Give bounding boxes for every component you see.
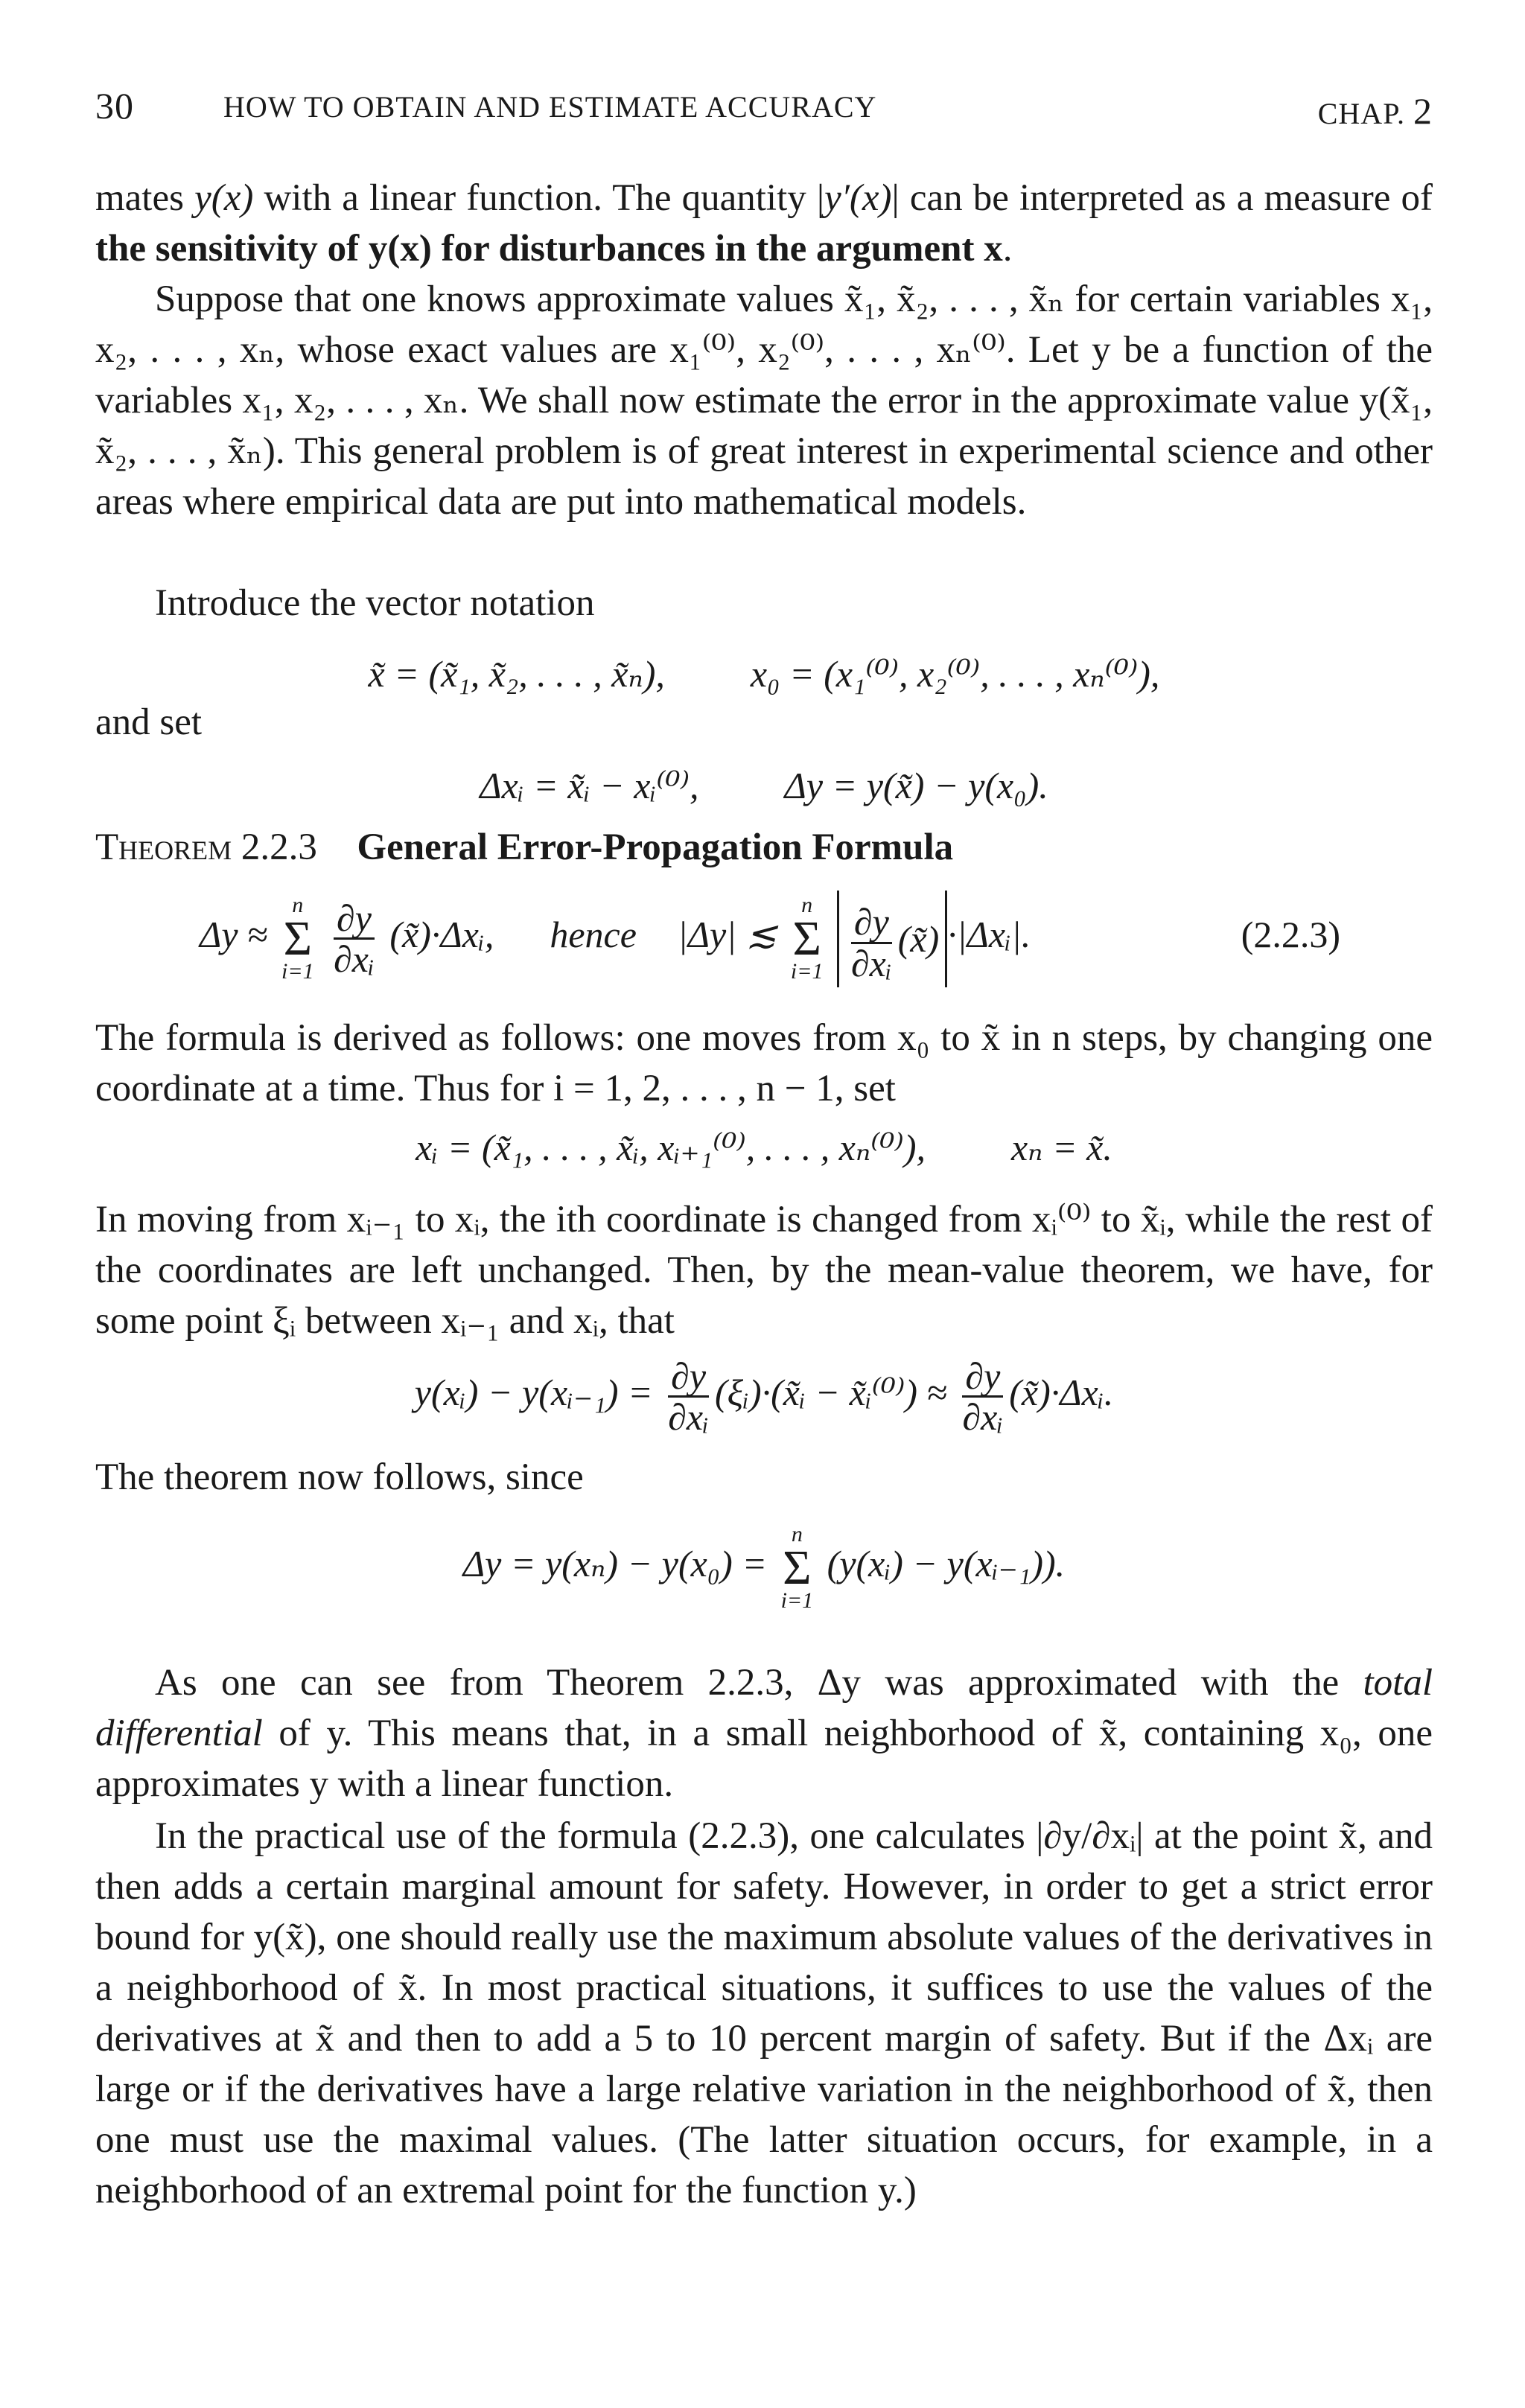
and-set-text: and set [95,701,203,743]
para1-text-d: . [1002,228,1013,270]
para1-text-a: mates [95,177,195,219]
para1-ypx: y′(x) [824,177,892,219]
equation-deltas [95,752,1433,819]
eq-vectors-left: x̃ = (x̃₁, x̃₂, . . . , x̃ₙ), [368,653,665,695]
eq-theorem-term2-abs: (x̃) [897,917,940,960]
sum-bottom-2: i=1 [790,959,824,984]
mvt-frac-den: ∂xᵢ [668,1396,710,1439]
paragraph-3: Introduce the vector notation [155,582,595,624]
paragraph-1 [95,173,1433,274]
mvt-frac-den-2: ∂xᵢ [962,1396,1004,1439]
eq-sum-top: n [791,1521,803,1547]
eq-mvt-lhs: y(xᵢ) − y(xᵢ₋₁) = [414,1372,653,1413]
eq-deltas-right: Δy = y(x̃) − y(x₀). [784,765,1048,806]
frac-den: ∂xᵢ [334,938,375,981]
theorem-title: General Error-Propagation Formula [357,826,954,868]
paragraph-4: The formula is derived as follows: one moves from x₀ to x̃ in n steps, by changing one coordinate at a time. Thus for i = 1, 2, . . . , n − 1, set [95,1017,1433,1109]
eq-mvt-mid: (ξᵢ)·(x̃ᵢ − x̃ᵢ⁽⁰⁾) ≈ [715,1372,947,1413]
partial-fraction [331,896,378,981]
mvt-frac-num: ∂y [668,1357,709,1398]
chapter-number: 2 [1413,90,1433,132]
eq-theorem-term: (x̃)·Δxᵢ, [389,914,494,955]
paragraph-5: In moving from xᵢ₋₁ to xᵢ, the ith coordinate is changed from xᵢ⁽⁰⁾ to x̃ᵢ, while the rest of the coordinates are left unchanged. Then, by the mean-value theorem, we have, for some point ξᵢ between xᵢ₋₁ and xᵢ, that [95,1199,1433,1342]
eq-xi-left: xᵢ = (x̃₁, . . . , x̃ᵢ, xᵢ₊₁⁽⁰⁾, . . . , xₙ⁽⁰⁾), [416,1127,926,1168]
para1-bold-phrase: the sensitivity of y(x) for disturbances in the argument x [95,228,1003,270]
theorem-label: Theorem 2.2.3 [95,826,317,868]
eq-mvt-tail: (x̃)·Δxᵢ. [1009,1372,1114,1413]
sum-symbol: n Σ i=1 [281,892,314,984]
frac-den-2: ∂xᵢ [850,942,892,984]
running-title: HOW TO OBTAIN AND ESTIMATE ACCURACY [223,90,877,124]
sum-symbol-2: n Σ i=1 [790,892,824,984]
eq-sum-rhs: (y(xᵢ) − y(xᵢ₋₁)). [827,1543,1066,1584]
eq-theorem-hence: hence [550,914,637,955]
chapter-label: CHAP. [1317,97,1405,130]
frac-num-2: ∂y [851,902,892,944]
eq-sum-bottom: i=1 [780,1588,814,1614]
para1-text-c: | can be interpreted as a measure of [891,177,1433,219]
paragraph-7 [95,1657,1433,1809]
sum-top: n [292,892,304,917]
para1-text-b: with a linear function. The quantity | [253,177,825,219]
sum-top-2: n [801,892,813,917]
eq-theorem-term2-tail: ·|Δxᵢ|. [947,914,1031,955]
equation-xi [95,1114,1433,1181]
eq-sum-lhs: Δy = y(xₙ) − y(x₀) = [462,1543,768,1584]
equation-sum: Δy = y(xₙ) − y(x₀) = n Σ i=1 (y(xᵢ) − y(xᵢ₋₁)). [462,1521,1066,1614]
para7-em: total differential [95,1662,1433,1754]
paragraph-2: Suppose that one knows approximate values x̃₁, x̃₂, . . . , x̃ₙ for certain variables x₁, x₂, . . . , xₙ, whose exact values are x₁⁽⁰⁾, x₂⁽⁰⁾, . . . , xₙ⁽⁰⁾. Let y be a function of the variables x₁, x₂, . . . , xₙ. We shall now estimate the error in the approximate value y(x̃₁, x̃₂, . . . , x̃ₙ). This general problem is of great interest in experimental science and other areas where empirical data are put into mathematical models. [95,278,1433,523]
equation-mvt [95,1348,1433,1437]
page-number: 30 [95,85,134,127]
eq-deltas-left: Δxᵢ = x̃ᵢ − xᵢ⁽⁰⁾, [480,765,699,806]
eq-theorem-lhs2: |Δy| ≲ [677,914,777,955]
equation-2-2-3 [95,886,1433,983]
eq-theorem-lhs: Δy ≈ [200,914,268,955]
frac-num: ∂y [334,899,375,940]
paragraph-8: In the practical use of the formula (2.2.3), one calculates |∂y/∂xᵢ| at the point x̃, and then adds a certain marginal amount for safety. However, in order to get a strict error bound for y(x̃), one should really use the maximum absolute values of the derivatives in a neighborhood of x̃. In most practical situations, it suffices to use the values of the derivatives at x̃ and then to add a 5 to 10 percent margin of safety. But if the Δxᵢ are large or if the derivatives have a large relative variation in the neighborhood of x̃, then one must use the maximal values. (The latter situation occurs, for example, in a neighborhood of an extremal point for the function y.) [95,1815,1433,2211]
para7-b: of y. This means that, in a small neighborhood of x̃, containing x₀, one approximates y with a linear function. [95,1713,1433,1805]
mvt-frac-num-2: ∂y [962,1357,1003,1398]
equation-tag: (2.2.3) [1241,914,1340,955]
eq-vectors-right: x₀ = (x₁⁽⁰⁾, x₂⁽⁰⁾, . . . , xₙ⁽⁰⁾), [750,653,1160,695]
sum-bottom: i=1 [281,959,314,984]
chapter-marker [1318,89,1433,133]
para7-a: As one can see from Theorem 2.2.3, Δy was approximated with the [155,1662,1363,1704]
abs-partial [837,891,947,987]
para1-yx: y(x) [194,177,254,219]
paragraph-6: The theorem now follows, since [95,1456,584,1498]
eq-xi-right: xₙ = x̃. [1010,1127,1112,1168]
theorem-heading [95,822,1433,873]
